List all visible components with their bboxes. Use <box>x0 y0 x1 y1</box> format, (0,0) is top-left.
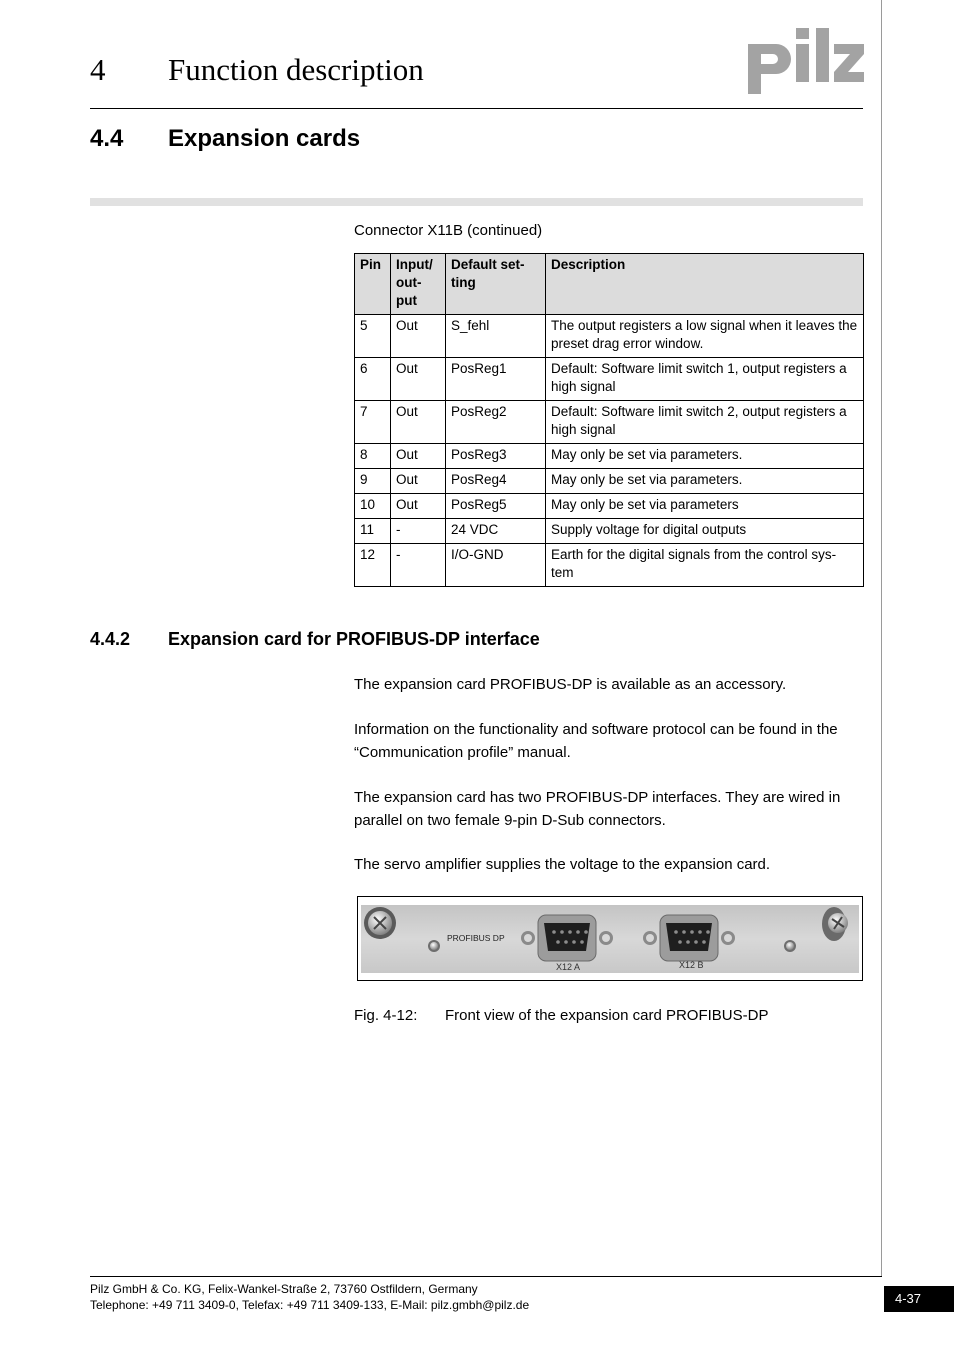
description-cell: May only be set via parameters <box>546 494 864 519</box>
panel-label: PROFIBUS DP <box>447 933 505 943</box>
thumb-screw-left <box>364 907 396 939</box>
table-row <box>355 544 864 587</box>
table-row <box>355 519 864 544</box>
section-number: 4.4 <box>90 125 124 152</box>
paragraph: The servo amplifier supplies the voltage to the expansion card. <box>354 856 771 873</box>
pin-cell: 8 <box>355 444 391 469</box>
figure-caption-label: Fig. 4-12: <box>354 1007 418 1024</box>
pin-cell: 10 <box>355 494 391 519</box>
expansion-card-front-panel <box>358 897 862 980</box>
column-header-io: Input/ out- put <box>391 254 446 315</box>
io-cell: Out <box>391 469 446 494</box>
connector-a-label: X12 A <box>556 962 581 972</box>
subsection-title: Expansion card for PROFIBUS-DP interface <box>168 629 540 649</box>
io-cell: Out <box>391 444 446 469</box>
default-cell: PosReg2 <box>446 401 546 444</box>
io-cell: - <box>391 519 446 544</box>
io-cell: Out <box>391 315 446 358</box>
pin-cell: 12 <box>355 544 391 587</box>
io-cell: Out <box>391 401 446 444</box>
connector-x11b-table <box>354 253 864 587</box>
chapter-number: 4 <box>90 52 106 87</box>
figure-caption-text: Front view of the expansion card PROFIBUS-DP <box>445 1007 769 1024</box>
page-margin-line <box>881 0 882 1276</box>
subsection-number: 4.4.2 <box>90 629 131 649</box>
description-cell: Earth for the digital signals from the control sys- tem <box>546 544 864 587</box>
section-title: Expansion cards <box>168 125 361 152</box>
column-header-description: Description <box>546 254 864 315</box>
paragraph: The expansion card has two PROFIBUS-DP interfaces. They are wired in parallel on two female 9-pin D-Sub connectors. <box>354 789 841 829</box>
table-header-row <box>355 254 864 315</box>
paragraph: Information on the functionality and software protocol can be found in the “Communication profile” manual. <box>354 721 838 761</box>
pin-cell: 6 <box>355 358 391 401</box>
chapter-title: Function description <box>168 52 424 87</box>
default-cell: PosReg3 <box>446 444 546 469</box>
table-row <box>355 469 864 494</box>
table-row <box>355 444 864 469</box>
description-cell: May only be set via parameters. <box>546 469 864 494</box>
footer-rule <box>90 1276 882 1277</box>
default-cell: I/O-GND <box>446 544 546 587</box>
default-cell: PosReg5 <box>446 494 546 519</box>
section-separator-bar <box>90 198 863 206</box>
footer-address: Pilz GmbH & Co. KG, Felix-Wankel-Straße 2, 73760 Ostfildern, Germany <box>90 1282 478 1296</box>
table-row <box>355 401 864 444</box>
connector-b-label: X12 B <box>679 960 704 970</box>
small-screw <box>428 940 440 952</box>
page-number: 4-37 <box>884 1286 954 1312</box>
default-cell: PosReg1 <box>446 358 546 401</box>
io-cell: Out <box>391 494 446 519</box>
paragraph: The expansion card PROFIBUS-DP is available as an accessory. <box>354 676 787 693</box>
io-cell: - <box>391 544 446 587</box>
default-cell: 24 VDC <box>446 519 546 544</box>
default-cell: PosReg4 <box>446 469 546 494</box>
table-caption: Connector X11B (continued) <box>354 222 543 239</box>
description-cell: May only be set via parameters. <box>546 444 864 469</box>
description-cell: Default: Software limit switch 1, output registers a high signal <box>546 358 864 401</box>
pin-cell: 9 <box>355 469 391 494</box>
column-header-pin: Pin <box>355 254 391 315</box>
description-cell: Default: Software limit switch 2, output registers a high signal <box>546 401 864 444</box>
expansion-card-figure <box>357 896 863 981</box>
pilz-logo <box>746 26 866 96</box>
table-row <box>355 358 864 401</box>
small-screw <box>784 940 796 952</box>
description-cell: Supply voltage for digital outputs <box>546 519 864 544</box>
footer-contact: Telephone: +49 711 3409-0, Telefax: +49 711 3409-133, E-Mail: pilz.gmbh@pilz.de <box>90 1298 530 1312</box>
pin-cell: 11 <box>355 519 391 544</box>
pin-cell: 7 <box>355 401 391 444</box>
table-row <box>355 494 864 519</box>
table-row <box>355 315 864 358</box>
description-cell: The output registers a low signal when it leaves the preset drag error window. <box>546 315 864 358</box>
default-cell: S_fehl <box>446 315 546 358</box>
io-cell: Out <box>391 358 446 401</box>
pin-cell: 5 <box>355 315 391 358</box>
column-header-default: Default set- ting <box>446 254 546 315</box>
header-rule <box>90 108 863 109</box>
